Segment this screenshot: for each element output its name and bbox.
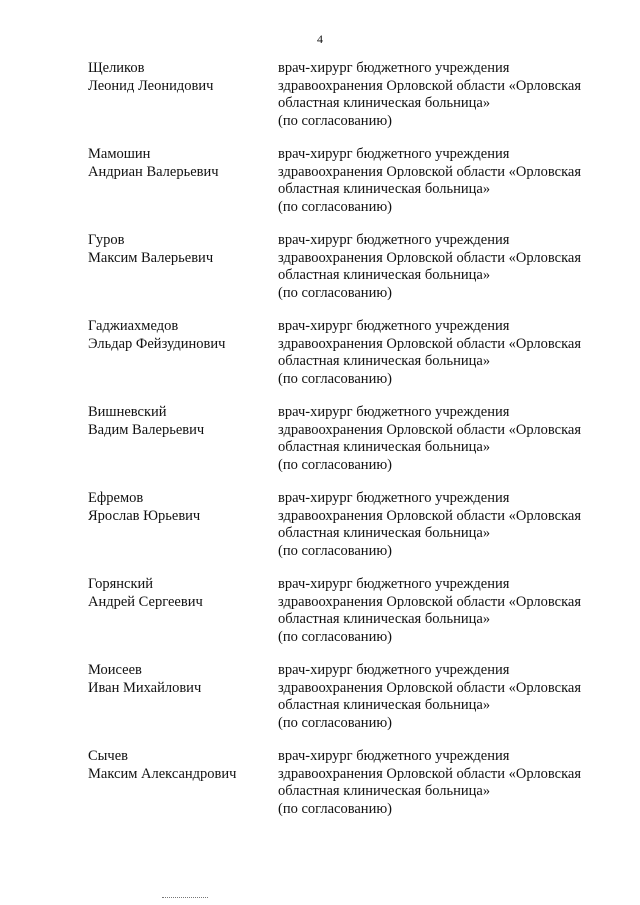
- member-role-line: областная клиническая больница»: [278, 439, 491, 455]
- member-role-line: областная клиническая больница»: [278, 181, 491, 197]
- member-role: [278, 748, 608, 818]
- member-role-note: (по согласованию): [278, 112, 392, 129]
- member-name: [88, 490, 268, 525]
- member-surname: Мамошин: [88, 146, 151, 162]
- member-role-line: здравоохранения Орловской области «Орловская: [278, 77, 582, 94]
- member-role-line: областная клиническая больница»: [278, 783, 491, 799]
- member-list: [0, 60, 640, 834]
- member-role-note: (по согласованию): [278, 370, 392, 387]
- member-role-note: (по согласованию): [278, 800, 392, 817]
- member-role-line: здравоохранения Орловской области «Орловская: [278, 421, 582, 438]
- member-role-line: областная клиническая больница»: [278, 525, 491, 541]
- member-role-line: областная клиническая больница»: [278, 267, 491, 283]
- member-given-names: Максим Валерьевич: [88, 249, 214, 266]
- member-surname: Гаджиахмедов: [88, 318, 179, 334]
- member-role: [278, 318, 608, 388]
- member-given-names: Ярослав Юрьевич: [88, 507, 201, 524]
- member-given-names: Андриан Валерьевич: [88, 163, 219, 180]
- member-role-line: врач-хирург бюджетного учреждения: [278, 404, 510, 420]
- member-entry: [0, 576, 640, 662]
- member-role-line: здравоохранения Орловской области «Орловская: [278, 163, 582, 180]
- member-role: [278, 662, 608, 732]
- page-number: 4: [317, 32, 323, 46]
- member-role: [278, 576, 608, 646]
- member-role-note: (по согласованию): [278, 628, 392, 645]
- member-entry: [0, 318, 640, 404]
- member-entry: [0, 662, 640, 748]
- member-surname: Сычев: [88, 748, 128, 764]
- member-role-line: врач-хирург бюджетного учреждения: [278, 490, 510, 506]
- member-role-line: врач-хирург бюджетного учреждения: [278, 662, 510, 678]
- member-role-note: (по согласованию): [278, 542, 392, 559]
- member-role-note: (по согласованию): [278, 714, 392, 731]
- member-name: [88, 232, 268, 267]
- member-role-line: здравоохранения Орловской области «Орловская: [278, 679, 582, 696]
- member-role-line: врач-хирург бюджетного учреждения: [278, 748, 510, 764]
- member-surname: Ефремов: [88, 490, 144, 506]
- member-role-note: (по согласованию): [278, 284, 392, 301]
- member-entry: [0, 404, 640, 490]
- member-role-line: врач-хирург бюджетного учреждения: [278, 576, 510, 592]
- member-entry: [0, 490, 640, 576]
- member-name: [88, 318, 268, 353]
- member-entry: [0, 748, 640, 834]
- member-surname: Щеликов: [88, 60, 145, 76]
- member-name: [88, 748, 268, 783]
- member-role-line: врач-хирург бюджетного учреждения: [278, 318, 510, 334]
- member-name: [88, 404, 268, 439]
- member-name: [88, 576, 268, 611]
- footer-mark: [162, 897, 208, 900]
- member-role: [278, 404, 608, 474]
- member-entry: [0, 232, 640, 318]
- member-name: [88, 60, 268, 95]
- member-role-line: областная клиническая больница»: [278, 697, 491, 713]
- member-given-names: Андрей Сергеевич: [88, 593, 203, 610]
- member-name: [88, 146, 268, 181]
- member-name: [88, 662, 268, 697]
- member-role-line: областная клиническая больница»: [278, 353, 491, 369]
- member-role: [278, 60, 608, 130]
- member-role-line: врач-хирург бюджетного учреждения: [278, 232, 510, 248]
- member-given-names: Иван Михайлович: [88, 679, 202, 696]
- member-surname: Моисеев: [88, 662, 142, 678]
- member-role-line: здравоохранения Орловской области «Орловская: [278, 765, 582, 782]
- member-role-line: здравоохранения Орловской области «Орловская: [278, 335, 582, 352]
- member-role-line: врач-хирург бюджетного учреждения: [278, 146, 510, 162]
- member-surname: Вишневский: [88, 404, 167, 420]
- member-role: [278, 146, 608, 216]
- member-entry: [0, 146, 640, 232]
- member-role-line: областная клиническая больница»: [278, 611, 491, 627]
- member-given-names: Леонид Леонидович: [88, 77, 214, 94]
- member-role-line: здравоохранения Орловской области «Орловская: [278, 593, 582, 610]
- member-entry: [0, 60, 640, 146]
- member-surname: Горянский: [88, 576, 154, 592]
- member-given-names: Вадим Валерьевич: [88, 421, 205, 438]
- member-role-line: здравоохранения Орловской области «Орловская: [278, 507, 582, 524]
- member-given-names: Эльдар Фейзудинович: [88, 335, 226, 352]
- member-role-note: (по согласованию): [278, 456, 392, 473]
- member-role: [278, 490, 608, 560]
- member-role-line: областная клиническая больница»: [278, 95, 491, 111]
- member-surname: Гуров: [88, 232, 125, 248]
- member-role: [278, 232, 608, 302]
- member-role-line: врач-хирург бюджетного учреждения: [278, 60, 510, 76]
- member-role-note: (по согласованию): [278, 198, 392, 215]
- member-given-names: Максим Александрович: [88, 765, 237, 782]
- member-role-line: здравоохранения Орловской области «Орловская: [278, 249, 582, 266]
